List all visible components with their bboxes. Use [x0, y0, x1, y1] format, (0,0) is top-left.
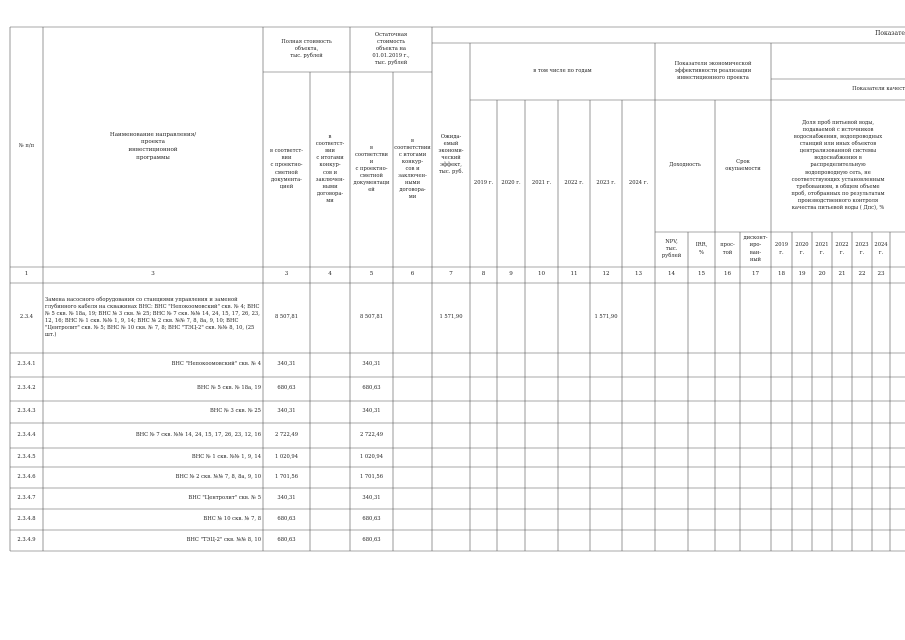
row-name: ВНС № 3 скв. № 25 [210, 408, 261, 415]
row-number: 2.3.4.1 [17, 361, 36, 368]
row-name: ВНС № 2 скв. №№ 7, 8, 8а, 9, 10 [175, 473, 261, 480]
year-header: 2019 г. [473, 179, 494, 186]
column-number: 1 [24, 271, 29, 278]
row-name: ВНС "Непокоомовский" скв. № 4 [171, 361, 261, 368]
npv-header: NPV, тыс. рублей [661, 238, 682, 259]
full-cost-value: 680,63 [277, 385, 296, 392]
row-number: 2.3.4.6 [17, 473, 36, 480]
column-number: 3 [151, 271, 155, 278]
residual-cost-value: 680,63 [362, 385, 381, 392]
profitability-header: Доходность [669, 162, 701, 169]
column-number: 3 [284, 271, 289, 278]
effect-value: 1 571,90 [439, 314, 463, 321]
col-number-header: № п/п [18, 143, 35, 150]
column-number: 20 [818, 271, 826, 278]
column-number: 23 [877, 271, 885, 278]
simple-payback-header: прос- той [720, 242, 735, 256]
quality-year-header: 2022 г. [835, 242, 849, 256]
column-number: 8 [481, 271, 486, 278]
full-cost-value: 8 507,81 [274, 314, 299, 321]
residual-cost-value: 340,31 [362, 361, 381, 368]
quality-year-header: 2021 г. [815, 242, 829, 256]
full-cost-value: 340,31 [277, 494, 296, 501]
row-name: ВНС № 10 скв. № 7, 8 [203, 515, 261, 522]
payback-header: Срок окупаемости [725, 158, 761, 172]
full-cost-contracts-header: в соответст- вии с итогами конкур- сов и заключен- ными договора- ми [315, 134, 345, 204]
water-samples-share-header: Доля проб питьевой воды, подаваемой с источников водоснабжения, водопроводных станций или иных объектов централизованной системы водоснабжения в распределительную водопроводную сеть, не соответствующих установленным требованиям, в общем объеме проб, отобранных по результатам производственного контроля качества питьевой воды ( Дпс), % [791, 120, 885, 211]
full-cost-value: 2 722,49 [274, 431, 299, 438]
row-name: Замена насосного оборудования со станциями управления и заменой глубинного кабеля на скважинах ВНС: ВНС "Непокоомовский" скв. № 4; ВНС № 5 скв. № 18а, 19; ВНС № 3 скв. № 25; ВНС № 7 скв. №№ 14, 24, 15, 17, 26, 23, 12, 16; ВНС № 1 скв. №№ 1, 9, 14; ВНС № 2 скв. №№ 7, 8, 8а, 9, 10; ВНС "Центролит" скв. № 5; ВНС № 10 скв. № 7, 8; ВНС "ТЭЦ-2" скв. №№ 8, 10, (25 шт.) [45, 296, 260, 339]
row-name: ВНС "Центролит" скв. № 5 [188, 494, 261, 501]
column-number: 6 [410, 271, 415, 278]
residual-cost-value: 680,63 [362, 536, 381, 543]
column-number: 7 [449, 271, 453, 278]
column-number: 11 [570, 271, 578, 278]
full-cost-value: 680,63 [277, 536, 296, 543]
residual-cost-value: 340,31 [362, 494, 381, 501]
quality-year-header: 2024 г. [874, 242, 888, 256]
quality-year-header: 2020 г. [795, 242, 809, 256]
row-number: 2.3.4.3 [17, 408, 36, 415]
year-header: 2024 г. [628, 179, 649, 186]
by-years-header: в том числе по годам [533, 67, 592, 74]
year-header: 2022 г. [564, 179, 584, 186]
column-number: 19 [798, 271, 806, 278]
residual-cost-value: 2 722,49 [359, 431, 384, 438]
column-number: 22 [858, 271, 866, 278]
row-name: ВНС "ТЭЦ-2" скв. №№ 8, 10 [186, 536, 261, 543]
residual-cost-value: 8 507,81 [359, 314, 384, 321]
year-header: 2021 г. [531, 179, 552, 186]
column-number: 4 [328, 271, 332, 278]
column-number: 12 [602, 271, 610, 278]
expected-effect-header: Ожида- емый экономи- ческий эффект, тыс. руб. [438, 133, 464, 176]
column-number: 10 [537, 271, 546, 278]
quality-year-header: 2019 г. [774, 242, 789, 256]
full-cost-value: 1 020,94 [274, 453, 299, 460]
full-cost-psd-header: в соответст- вии с проектно- сметной документа- цией [270, 148, 303, 190]
row-name: ВНС № 7 скв. №№ 14, 24, 15, 17, 26, 23, 12, 16 [135, 431, 261, 438]
column-number: 14 [667, 271, 676, 278]
row-number: 2.3.4 [19, 314, 34, 321]
row-number: 2.3.4.9 [17, 536, 36, 543]
row-number: 2.3.4.7 [17, 494, 36, 501]
full-cost-value: 1 701,56 [274, 473, 299, 480]
year-2023-value: 1 571,90 [594, 314, 618, 321]
row-number: 2.3.4.5 [17, 453, 36, 460]
row-number: 2.3.4.8 [17, 515, 36, 522]
row-name: ВНС № 5 скв. № 18а, 19 [197, 385, 261, 392]
full-cost-value: 680,63 [277, 515, 296, 522]
column-number: 16 [723, 271, 732, 278]
column-number: 18 [777, 271, 786, 278]
row-name: ВНС № 1 скв. №№ 1, 9, 14 [191, 453, 261, 460]
residual-cost-value: 1 701,56 [359, 473, 384, 480]
year-header: 2020 г. [501, 179, 521, 186]
column-number: 5 [369, 271, 374, 278]
full-cost-value: 340,31 [277, 361, 296, 368]
residual-contracts-header: в соответствии с итогами конкур- сов и заключен- ными договора- ми [394, 137, 431, 201]
residual-cost-header: Остаточная стоимость объекта на 01.01.2019 г., тыс. рублей [372, 31, 410, 67]
row-number: 2.3.4.2 [17, 385, 36, 392]
irr-header: IRR, % [695, 242, 708, 256]
full-cost-header: Полная стоимость объекта, тыс. рублей [281, 38, 332, 59]
residual-cost-value: 680,63 [362, 515, 381, 522]
column-number: 15 [697, 271, 706, 278]
column-number: 9 [509, 271, 513, 278]
year-header: 2023 г. [596, 179, 616, 186]
quality-header: Показатели качест [852, 85, 905, 92]
indicators-header: Показате [875, 30, 905, 37]
row-number: 2.3.4.4 [17, 431, 36, 438]
residual-psd-header: в соответстви и с проектно- сметной документаци ей [353, 144, 390, 194]
col-name-header: Наименование направления/ проекта инвестиционной программы [109, 131, 197, 161]
residual-cost-value: 1 020,94 [359, 453, 384, 460]
econ-efficiency-header: Показатели экономической эффективности реализации инвестиционного проекта [674, 60, 752, 81]
full-cost-value: 340,31 [277, 408, 296, 415]
discounted-payback-header: дисконт- иро- ван- ный [743, 235, 768, 263]
column-number: 13 [634, 271, 643, 278]
column-number: 21 [838, 271, 846, 278]
quality-year-header: 2023 г. [855, 242, 869, 256]
column-number: 17 [751, 271, 760, 278]
residual-cost-value: 340,31 [362, 408, 381, 415]
